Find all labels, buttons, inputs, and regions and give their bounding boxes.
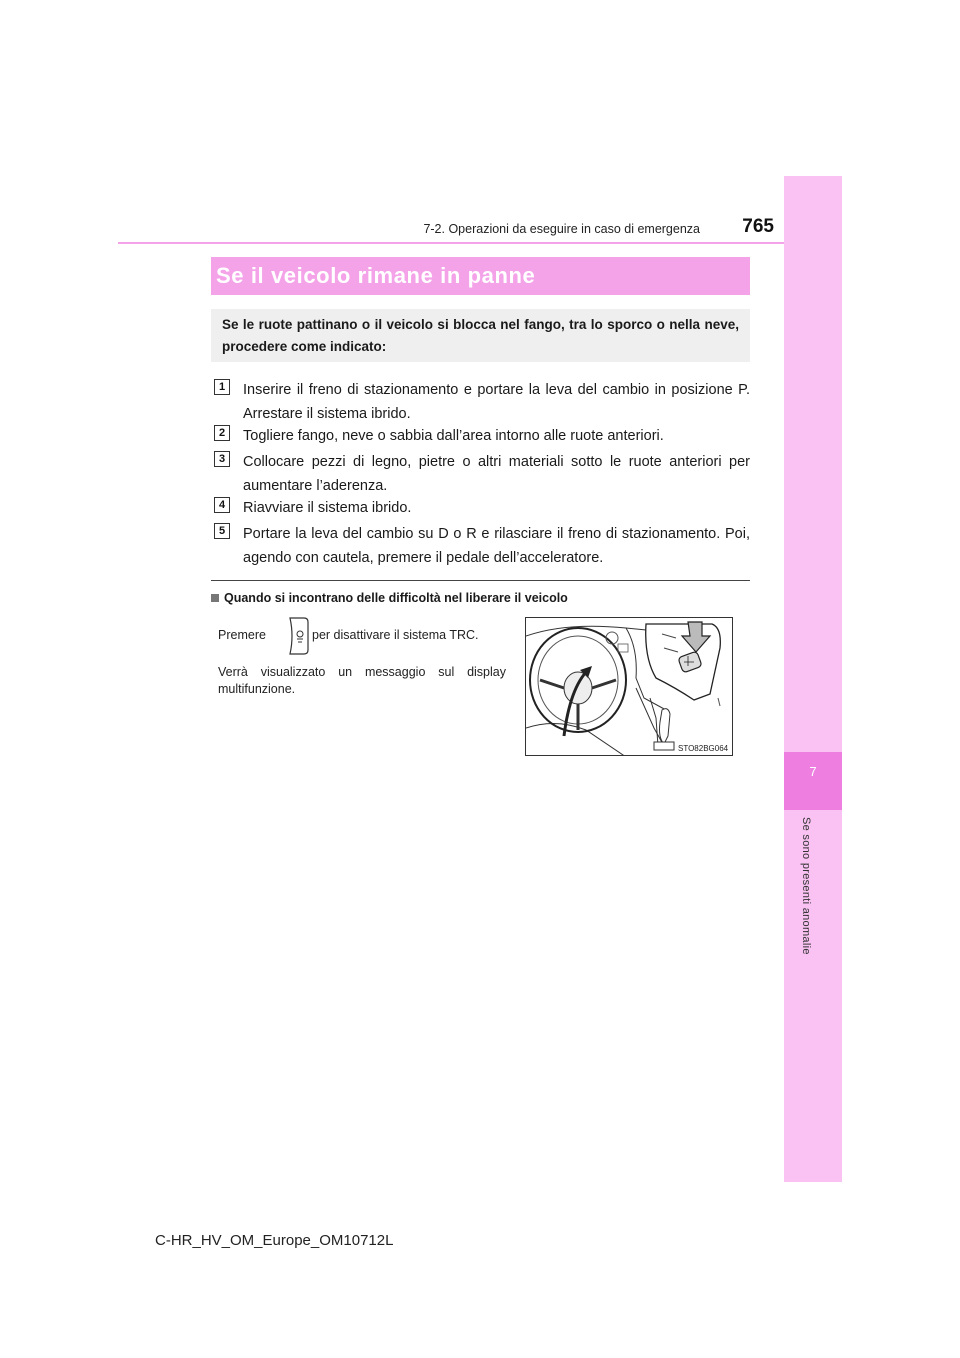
step-text: Portare la leva del cambio su D o R e rilasciare il freno di stazionamento. Poi, agendo con cautela, premere il pedale dell’acceleratore. [243, 526, 750, 566]
page-number: 765 [742, 216, 774, 237]
step-1 [214, 378, 750, 426]
press-instruction [218, 628, 508, 642]
step-2 [214, 424, 750, 448]
step-number: 5 [214, 523, 230, 539]
step-5 [214, 522, 750, 570]
figure-code: STO82BG064 [678, 744, 729, 753]
dashboard-figure [525, 617, 733, 756]
note-heading [211, 591, 750, 605]
chapter-number: 7 [809, 764, 817, 779]
step-number: 4 [214, 497, 230, 513]
step-text: Togliere fango, neve o sabbia dall’area intorno alle ruote anteriori. [243, 428, 664, 444]
note-heading-text: Quando si incontrano delle difficoltà nel liberare il veicolo [224, 591, 568, 605]
steering-wheel-illustration [526, 618, 733, 756]
trc-off-button-icon [286, 616, 310, 656]
page-title: Se il veicolo rimane in panne [211, 257, 750, 295]
step-text: Collocare pezzi di legno, pietre o altri materiali sotto le ruote anteriori per aumentare l’aderenza. [243, 454, 750, 494]
square-bullet-icon [211, 594, 219, 602]
section-title: 7-2. Operazioni da eseguire in caso di emergenza [423, 222, 700, 236]
step-3 [214, 450, 750, 498]
section-divider [211, 580, 750, 581]
step-number: 1 [214, 379, 230, 395]
step-number: 2 [214, 425, 230, 441]
display-message-note: Verrà visualizzato un messaggio sul display multifunzione. [218, 665, 506, 696]
document-code: C-HR_HV_OM_Europe_OM10712L [155, 1232, 394, 1249]
chapter-tab-active [784, 752, 842, 810]
step-text: Riavviare il sistema ibrido. [243, 500, 412, 516]
chapter-label: Se sono presenti anomalie [800, 817, 812, 955]
step-4 [214, 496, 750, 520]
chapter-side-tab [784, 176, 842, 1182]
press-rest: per disattivare il sistema TRC. [312, 628, 479, 642]
header-rule [118, 242, 784, 244]
step-text: Inserire il freno di stazionamento e portare la leva del cambio in posizione P. Arrestare il sistema ibrido. [243, 382, 750, 422]
step-number: 3 [214, 451, 230, 467]
intro-box: Se le ruote pattinano o il veicolo si blocca nel fango, tra lo sporco o nella neve, procedere come indicato: [211, 309, 750, 362]
press-word: Premere [218, 628, 266, 642]
